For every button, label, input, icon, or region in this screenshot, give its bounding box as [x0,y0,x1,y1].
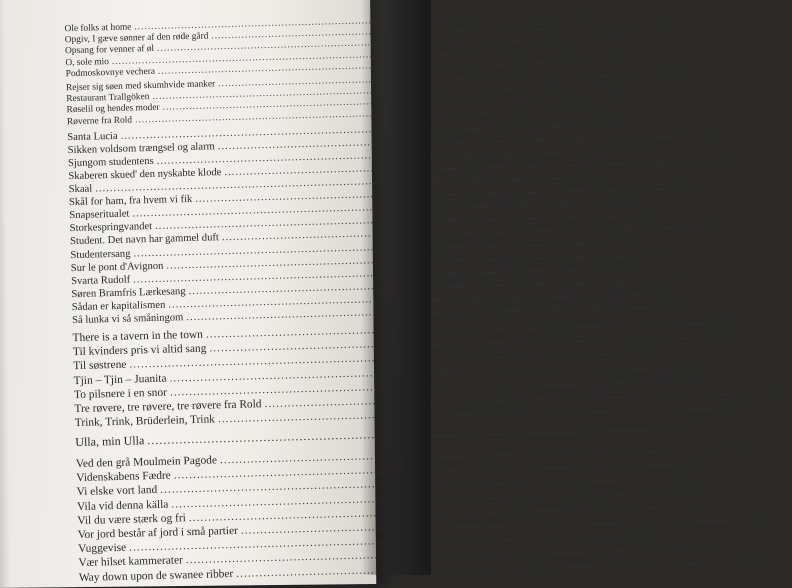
toc-entry-title: Santa Lucia [67,130,118,143]
toc-entry-title: Sur le pont d'Avignon [70,260,164,274]
toc-entry-page-number: 92 [659,19,670,30]
toc-entry-page-number: 98 [776,384,788,397]
toc-entry-page-number: 106 [676,180,693,193]
table-of-contents [64,10,788,585]
toc-entry-title: Røselil og hendes moder [66,103,160,116]
toc-entry-page-number: 124 [635,345,653,358]
toc-entry-title: O, sole mio [65,56,110,68]
toc-entry-title: Til kvinders pris vi altid sang [72,342,207,359]
toc-group-o-p [64,10,670,80]
toc-entry-page-number: 136 [677,484,695,497]
toc-entry-title: Søren Bramfris Lærkesang [71,285,186,300]
toc-entry-page-number: 90 [582,10,593,21]
toc-entry-title: Svarta Rudolf [70,274,131,287]
toc-entry-title: Opgiv, I gæve sønner af den røde gård [64,31,209,46]
toc-entry-page-number: 98 [583,102,593,114]
toc-entry-page-number: 101 [637,142,654,155]
toc-entry-title: Ved den grå Moulmein Pagode [75,454,218,471]
toc-entry-title: To pilsnere i en snor [73,386,168,401]
toc-entry-title: Ole folks at home [64,22,132,35]
toc-entry-page-number: 112 [703,219,720,231]
toc-entry-title: Vi elske vort land [76,484,158,499]
toc-entry-page-number: 76 [671,470,684,483]
toc-entry-title: Vil du være stærk og fri [77,511,186,527]
toc-entry-page-number: 100 [601,117,618,129]
toc-entry-page-number: 130 [671,419,691,434]
background-shadow [361,0,431,575]
toc-entry-page-number: 82 [752,511,765,524]
toc-entry-page-number: 94 [605,32,615,43]
toc-entry-title: Vila vid denna källa [76,498,169,513]
toc-entry-page-number: 90 [747,553,760,567]
toc-entry-title: Rejser sig søen med skumhvide manker [65,79,216,94]
toc-entry-title: Sjungom studentens [67,155,154,170]
toc-entry-title: Sikken voldsom trængsel og alarm [67,141,215,156]
toc-entry-page-number: 112 [614,235,631,247]
toc-entry-page-number: 124 [705,154,722,166]
toc-entry-title: Tre røvere, tre røvere, tre røvere fra Rold [74,398,262,416]
toc-entry-title: Skaberen skued' den nyskabte klode [68,167,222,183]
toc-entry-page-number: 115 [614,261,631,273]
toc-entry-title: Tjin – Tjin – Juanita [73,372,167,387]
toc-entry-title: Til søstrene [73,359,127,373]
toc-entry-title: Podmoskovnye vechera [65,66,156,79]
toc-entry-page-number: 121 [711,315,730,328]
toc-entry-title: Vær hilset kammerater [78,554,184,570]
toc-entry-page-number: 122 [715,329,733,342]
toc-entry-title: Videnskabens Fædre [76,469,171,485]
toc-entry-title: Så lunka vi så småningom [72,312,184,327]
toc-entry-page-number: 68 [605,54,616,65]
toc-entry-title: Snapseritualet [69,208,130,222]
toc-entry-title: Ulla, min Ulla [75,433,145,450]
toc-entry-page-number: 118 [649,286,666,298]
toc-entry-title: Student. Det navn har gammel duft [69,232,220,248]
toc-entry-page-number: 94 [600,80,611,91]
toc-entry-page-number: 72 [731,440,744,453]
toc-entry-page-number: 127 [723,399,742,413]
toc-entry-page-number: 95 [559,44,570,55]
toc-entry-page-number: 102 [698,128,716,140]
toc-entry-page-number: 96 [666,67,676,78]
toc-entry-page-number: 135 [694,498,712,511]
toc-entry-title: Way down upon de swanee ribber [78,567,234,584]
toc-entry-page-number: 108 [613,195,630,208]
toc-entry-page-number: 116 [670,272,686,285]
toc-entry-title: Røverne fra Rold [66,114,133,127]
toc-entry-title: Trink, Trink, Brüderlein, Trink [74,413,216,430]
toc-entry-page-number: 114 [647,247,664,259]
toc-entry-page-number: 97 [610,91,621,102]
toc-entry-page-number: 120 [667,299,684,311]
toc-entry-title: Restaurant Trallgöken [66,92,150,105]
toc-entry-title: There is a tavern in the town [72,328,204,345]
toc-entry-title: Skaal [68,183,93,196]
toc-entry-page-number: 138 [636,208,653,220]
toc-entry-title: Opsang for venner af øl [64,44,155,57]
page-fold-shadow [0,0,10,588]
toc-entry-title: Studentersang [70,248,131,261]
toc-entry-title: Vor jord består af jord i små partier [77,524,239,541]
toc-entry-page-number: 132 [679,456,697,469]
toc-entry-page-number: 138 [634,528,653,541]
toc-entry-title: Sådan er kapitalismen [71,299,166,314]
toc-entry-page-number: 126 [675,358,693,371]
toc-entry-page-number: 128 [675,372,694,386]
toc-entry-title: Vuggevise [77,541,127,556]
toc-entry-title: Storkespringvandet [69,221,153,235]
toc-entry-title: Skål for ham, fra hvem vi fik [68,194,193,209]
toc-entry-page-number: 104 [576,170,593,182]
toc-entry-page-number: 140 [691,540,710,554]
